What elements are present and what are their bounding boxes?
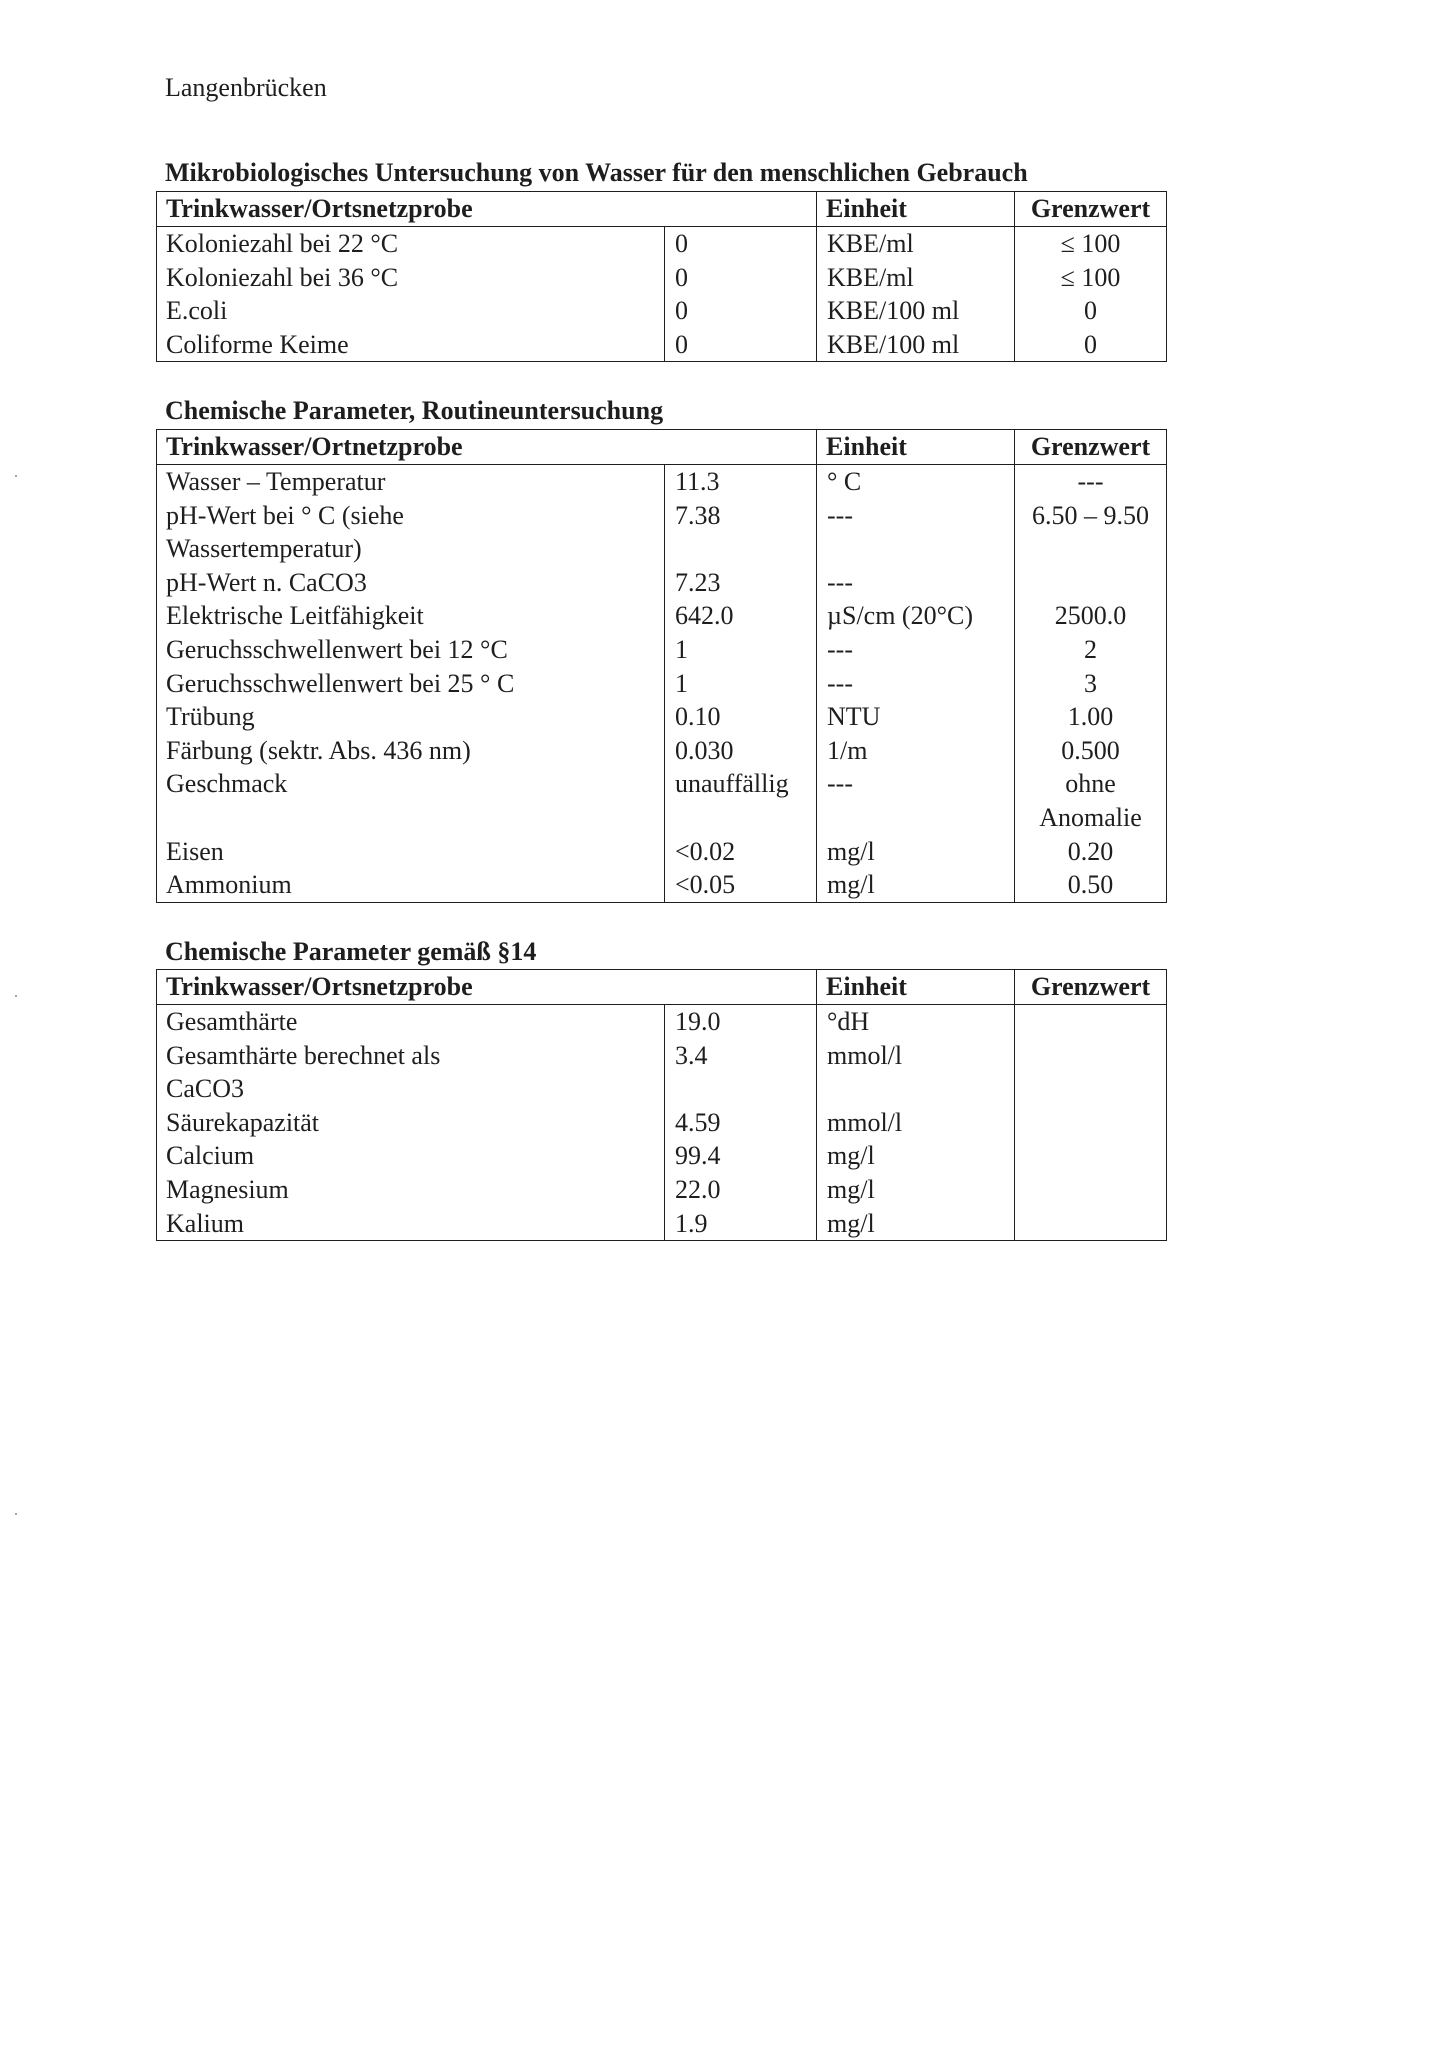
parameter-text: Ammonium: [166, 870, 292, 900]
value-cell: [665, 1139, 817, 1173]
limit-cell: [1015, 1207, 1167, 1241]
value-text: 11.3: [675, 467, 720, 496]
limit-cell: [1015, 294, 1167, 328]
parameter-text: Färbung (sektr. Abs. 436 nm): [166, 735, 471, 765]
header-sample: Trinkwasser/Ortsnetzprobe: [157, 970, 817, 1005]
limit-text: 2: [1084, 634, 1097, 664]
unit-cell: [817, 1106, 1015, 1140]
table-row: [157, 566, 1167, 600]
value-cell: [665, 667, 817, 701]
limit-text: 6.50 – 9.50: [1032, 500, 1149, 530]
limit-cell: [1015, 566, 1167, 600]
value-cell: [665, 1106, 817, 1140]
unit-text: ---: [827, 567, 853, 597]
parameter-text: Wasser – Temperatur: [166, 467, 386, 496]
limit-text: ohne: [1065, 769, 1116, 799]
value-text: 0.030: [675, 735, 734, 765]
limit-cell: [1015, 1005, 1167, 1039]
value-cell: [665, 294, 817, 328]
unit-text: KBE/ml: [827, 229, 914, 258]
table-row: [157, 261, 1167, 295]
unit-cell: [817, 1173, 1015, 1207]
unit-cell: [817, 633, 1015, 667]
table-header: [157, 430, 1167, 465]
unit-cell: [817, 1039, 1015, 1106]
value-cell: [665, 465, 817, 499]
unit-cell: [817, 700, 1015, 734]
unit-text: mg/l: [827, 1174, 875, 1204]
value-text: 99.4: [675, 1141, 721, 1171]
parameter-text: Kalium: [166, 1208, 244, 1238]
table-row: [157, 835, 1167, 869]
parameter-cell: [157, 1106, 665, 1140]
value-text: 1: [675, 668, 688, 698]
table-row: [157, 767, 1167, 834]
value-cell: [665, 835, 817, 869]
limit-cell: [1015, 499, 1167, 566]
value-text: 1.9: [675, 1208, 708, 1238]
unit-cell: [817, 328, 1015, 362]
value-cell: [665, 599, 817, 633]
results-table: [156, 429, 1167, 903]
parameter-text: Gesamthärte berechnet als: [166, 1040, 441, 1070]
table-row: [157, 465, 1167, 499]
unit-text: mg/l: [827, 1208, 875, 1238]
value-cell: [665, 328, 817, 362]
table-row: [157, 499, 1167, 566]
value-cell: [665, 227, 817, 261]
value-text: 3.4: [675, 1040, 708, 1070]
scan-dot: [15, 995, 17, 997]
value-cell: [665, 868, 817, 902]
limit-cell: [1015, 868, 1167, 902]
limit-cell: [1015, 1139, 1167, 1173]
unit-text: 1/m: [827, 735, 868, 765]
limit-text: 0: [1084, 329, 1097, 359]
table-row: [157, 1139, 1167, 1173]
header-limit: Grenzwert: [1015, 970, 1167, 1005]
unit-text: KBE/100 ml: [827, 329, 960, 359]
value-cell: [665, 261, 817, 295]
unit-cell: [817, 227, 1015, 261]
table-row: [157, 328, 1167, 362]
table-header: [157, 192, 1167, 227]
table-row: [157, 1005, 1167, 1039]
value-cell: [665, 734, 817, 768]
parameter-text: Geruchsschwellenwert bei 25 ° C: [166, 668, 515, 698]
parameter-text: Calcium: [166, 1141, 255, 1171]
unit-text: mmol/l: [827, 1107, 903, 1137]
parameter-text: Koloniezahl bei 22 °C: [166, 229, 399, 258]
parameter-text: Coliforme Keime: [166, 329, 349, 359]
parameter-text: pH-Wert n. CaCO3: [166, 567, 367, 597]
header-row: [157, 430, 1167, 465]
unit-cell: [817, 599, 1015, 633]
header-unit: Einheit: [817, 430, 1015, 465]
header-unit: Einheit: [817, 970, 1015, 1005]
value-cell: [665, 1039, 817, 1106]
limit-cell: [1015, 667, 1167, 701]
results-table: [156, 191, 1167, 362]
parameter-cell: [157, 633, 665, 667]
parameter-cell: [157, 835, 665, 869]
limit-cell: [1015, 227, 1167, 261]
unit-cell: [817, 835, 1015, 869]
value-text: 19.0: [675, 1007, 721, 1036]
parameter-text: Magnesium: [166, 1174, 289, 1204]
parameter-cell: [157, 499, 665, 566]
table-row: [157, 667, 1167, 701]
value-cell: [665, 1207, 817, 1241]
value-text: 22.0: [675, 1174, 721, 1204]
unit-text: ° C: [827, 467, 862, 496]
limit-text: Anomalie: [1039, 802, 1142, 832]
parameter-text: Trübung: [166, 702, 255, 732]
parameter-cell: [157, 667, 665, 701]
parameter-cell: [157, 767, 665, 834]
table-body: [157, 1005, 1167, 1241]
parameter-cell: [157, 1005, 665, 1039]
section-title: Chemische Parameter, Routineuntersuchung: [165, 396, 664, 425]
scan-dot: [15, 475, 17, 477]
parameter-text: E.coli: [166, 296, 228, 326]
unit-cell: [817, 465, 1015, 499]
limit-cell: [1015, 633, 1167, 667]
unit-text: KBE/100 ml: [827, 296, 960, 326]
header-row: [157, 192, 1167, 227]
value-cell: [665, 767, 817, 834]
limit-cell: [1015, 328, 1167, 362]
unit-text: ---: [827, 634, 853, 664]
limit-cell: [1015, 734, 1167, 768]
value-cell: [665, 700, 817, 734]
value-text: unauffällig: [675, 769, 789, 799]
table-body: [157, 465, 1167, 903]
unit-cell: [817, 499, 1015, 566]
limit-text: ---: [1077, 467, 1104, 496]
table-header: [157, 970, 1167, 1005]
parameter-cell: [157, 1173, 665, 1207]
unit-cell: [817, 1005, 1015, 1039]
unit-cell: [817, 566, 1015, 600]
parameter-cell: [157, 1039, 665, 1106]
results-table: [156, 969, 1167, 1241]
limit-text: ≤ 100: [1060, 262, 1121, 292]
parameter-cell: [157, 868, 665, 902]
value-text: 0: [675, 262, 688, 292]
parameter-cell: [157, 227, 665, 261]
limit-text: 1.00: [1067, 702, 1114, 732]
limit-cell: [1015, 835, 1167, 869]
value-text: 0: [675, 329, 688, 359]
limit-cell: [1015, 465, 1167, 499]
header-limit: Grenzwert: [1015, 192, 1167, 227]
header-row: [157, 970, 1167, 1005]
section-title: Mikrobiologisches Untersuchung von Wasser für den menschlichen Gebrauch: [165, 158, 1028, 187]
value-text: 642.0: [675, 601, 734, 631]
limit-text: 0.500: [1061, 735, 1120, 765]
parameter-cell: [157, 261, 665, 295]
unit-text: KBE/ml: [827, 262, 914, 292]
parameter-cell: [157, 328, 665, 362]
value-cell: [665, 1005, 817, 1039]
parameter-text: Koloniezahl bei 36 °C: [166, 262, 399, 292]
limit-text: 0.20: [1067, 836, 1114, 866]
value-text: <0.05: [675, 870, 736, 900]
unit-cell: [817, 667, 1015, 701]
parameter-cell: [157, 700, 665, 734]
table-body: [157, 227, 1167, 362]
parameter-text: Säurekapazität: [166, 1107, 320, 1137]
value-text: 7.23: [675, 567, 721, 597]
parameter-cell: [157, 294, 665, 328]
limit-cell: [1015, 1106, 1167, 1140]
parameter-text: CaCO3: [166, 1074, 244, 1104]
limit-cell: [1015, 599, 1167, 633]
unit-cell: [817, 1207, 1015, 1241]
parameter-text: Geschmack: [166, 769, 288, 799]
limit-cell: [1015, 1039, 1167, 1106]
unit-text: ---: [827, 668, 853, 698]
limit-text: 2500.0: [1054, 601, 1127, 631]
limit-cell: [1015, 1173, 1167, 1207]
unit-cell: [817, 767, 1015, 834]
table-row: [157, 294, 1167, 328]
parameter-text: Wassertemperatur): [166, 534, 362, 564]
value-text: 1: [675, 634, 688, 664]
parameter-text: Geruchsschwellenwert bei 12 °C: [166, 634, 508, 664]
header-sample: Trinkwasser/Ortnetzprobe: [157, 430, 817, 465]
limit-text: 0.50: [1067, 870, 1114, 900]
unit-text: °dH: [827, 1007, 870, 1036]
unit-text: mg/l: [827, 836, 875, 866]
table-row: [157, 633, 1167, 667]
limit-text: 0: [1084, 296, 1097, 326]
parameter-cell: [157, 465, 665, 499]
table-row: [157, 734, 1167, 768]
table-row: [157, 1039, 1167, 1106]
parameter-cell: [157, 734, 665, 768]
unit-text: mg/l: [827, 1141, 875, 1171]
unit-text: ---: [827, 769, 853, 799]
unit-text: NTU: [827, 702, 881, 732]
parameter-cell: [157, 1207, 665, 1241]
value-cell: [665, 566, 817, 600]
unit-text: mmol/l: [827, 1040, 903, 1070]
unit-cell: [817, 1139, 1015, 1173]
value-cell: [665, 1173, 817, 1207]
header-limit: Grenzwert: [1015, 430, 1167, 465]
parameter-text: pH-Wert bei ° C (siehe: [166, 500, 404, 530]
table-row: [157, 227, 1167, 261]
limit-cell: [1015, 700, 1167, 734]
unit-cell: [817, 868, 1015, 902]
value-text: 0: [675, 296, 688, 326]
table-row: [157, 1207, 1167, 1241]
limit-text: ≤ 100: [1060, 229, 1121, 258]
value-cell: [665, 499, 817, 566]
parameter-text: Eisen: [166, 836, 224, 866]
value-cell: [665, 633, 817, 667]
limit-cell: [1015, 261, 1167, 295]
unit-cell: [817, 294, 1015, 328]
parameter-cell: [157, 1139, 665, 1173]
unit-text: ---: [827, 500, 853, 530]
value-text: 0: [675, 229, 688, 258]
unit-text: mg/l: [827, 870, 875, 900]
value-text: <0.02: [675, 836, 736, 866]
location-heading: Langenbrücken: [165, 73, 327, 102]
value-text: 4.59: [675, 1107, 721, 1137]
value-text: 0.10: [675, 702, 721, 732]
header-unit: Einheit: [817, 192, 1015, 227]
limit-cell: [1015, 767, 1167, 834]
parameter-cell: [157, 566, 665, 600]
parameter-text: Elektrische Leitfähigkeit: [166, 601, 424, 631]
table-row: [157, 700, 1167, 734]
table-row: [157, 1173, 1167, 1207]
unit-cell: [817, 261, 1015, 295]
table-row: [157, 1106, 1167, 1140]
header-sample: Trinkwasser/Ortsnetzprobe: [157, 192, 817, 227]
unit-text: µS/cm (20°C): [827, 601, 973, 631]
table-row: [157, 868, 1167, 902]
parameter-cell: [157, 599, 665, 633]
parameter-text: Gesamthärte: [166, 1007, 298, 1036]
limit-text: 3: [1084, 668, 1097, 698]
section-title: Chemische Parameter gemäß §14: [165, 937, 537, 966]
unit-cell: [817, 734, 1015, 768]
scan-dot: [15, 1513, 17, 1515]
table-row: [157, 599, 1167, 633]
value-text: 7.38: [675, 500, 721, 530]
